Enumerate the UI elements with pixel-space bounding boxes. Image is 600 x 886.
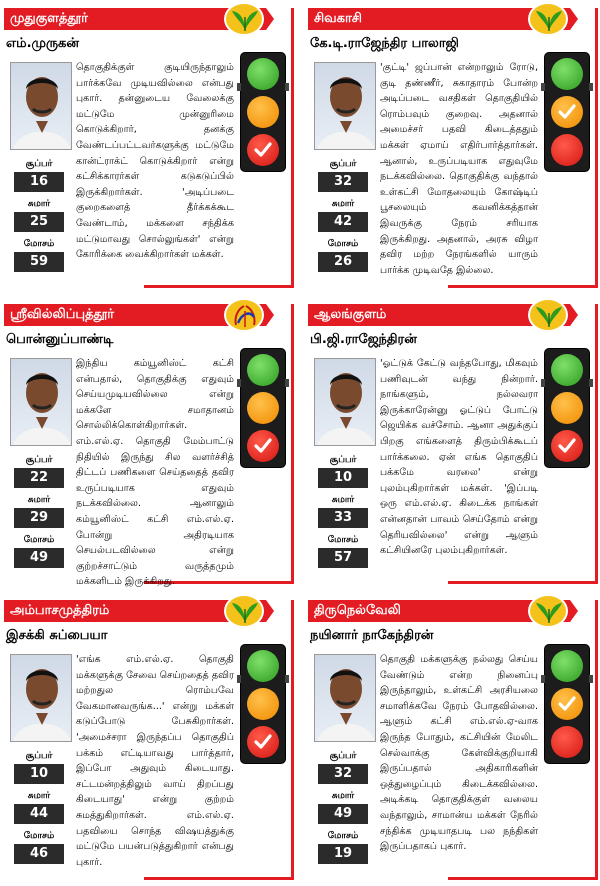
super-label: சூப்பர் xyxy=(329,455,357,465)
average-value: 49 xyxy=(318,804,368,824)
constituency-card xyxy=(308,298,598,588)
super-label: சூப்பர் xyxy=(25,455,53,465)
rating-stats xyxy=(310,454,376,574)
card-border xyxy=(291,8,294,288)
bad-value: 57 xyxy=(318,548,368,568)
candidate-photo xyxy=(314,654,376,742)
bad-value: 49 xyxy=(14,548,64,568)
red-light xyxy=(551,726,583,758)
super-value: 10 xyxy=(14,764,64,784)
red-light xyxy=(247,134,279,166)
bad-label: மோசம் xyxy=(327,831,359,841)
card-border xyxy=(595,8,598,288)
bad-label: மோசம் xyxy=(327,535,359,545)
rating-stats xyxy=(6,158,72,278)
checkmark-icon xyxy=(253,732,273,756)
review-text: 'குட்டி' ஜப்பான் என்றாலும் ரோடு, குடி தண்ணீர், சுகாதாரம் போன்ற அடிப்படை வசதிகள் தொகுதியில் ரொம்பவும் குறைவு. அதனால் அமைச்சர் பதவி கிடைத்ததும் மக்கள் ஏமாய் எதிர்பார்த்தார்கள். ஆனால், உருப்படியாக எதுவுமே நடக்கவில்லை. தொகுதிக்கு வந்தால் உள்கட்சி மோதலையும் கோஷ்டிப் பூசலையும் கவனிக்கத்தான் இவருக்கு நேரம் சரியாக இருக்கிறது. அதனால், அரசு விழா தவிர மற்ற நேரங்களில் யாரும் பார்க்க முடிவதே இல்லை. xyxy=(380,62,538,276)
two-leaves-icon xyxy=(224,594,264,628)
candidate-photo xyxy=(10,62,72,150)
rating-stats xyxy=(310,750,376,870)
green-light xyxy=(247,650,279,682)
orange-light xyxy=(247,96,279,128)
green-light xyxy=(551,354,583,386)
candidate-photo xyxy=(314,62,376,150)
checkmark-icon xyxy=(253,140,273,164)
constituency-card xyxy=(308,594,598,884)
green-light xyxy=(247,354,279,386)
card-border xyxy=(144,285,294,288)
average-value: 25 xyxy=(14,212,64,232)
candidate-photo xyxy=(10,654,72,742)
traffic-light-icon xyxy=(240,348,286,468)
card-border xyxy=(448,877,598,880)
card-border xyxy=(595,600,598,880)
ears-sickle-icon xyxy=(224,298,264,332)
constituency-banner: ஆலங்குளம் xyxy=(308,304,570,326)
bad-label: மோசம் xyxy=(23,239,55,249)
traffic-light-icon xyxy=(544,348,590,468)
checkmark-icon xyxy=(557,102,577,126)
traffic-light-icon xyxy=(544,52,590,172)
red-light xyxy=(551,134,583,166)
super-value: 10 xyxy=(318,468,368,488)
constituency-banner: முதுகுளத்தூர் xyxy=(4,8,266,30)
constituency-banner: ஸ்ரீவில்லிப்புத்தூர் xyxy=(4,304,266,326)
card-border xyxy=(448,581,598,584)
candidate-name: நயினார் நாகேந்திரன் xyxy=(310,628,434,643)
candidate-photo xyxy=(10,358,72,446)
card-border xyxy=(291,304,294,584)
constituency-banner: சிவகாசி xyxy=(308,8,570,30)
red-light xyxy=(551,430,583,462)
average-label: சுமார் xyxy=(331,495,355,505)
review-text: தொகுதிக்குள் குடியிருந்தாலும் பார்க்கவே முடியவில்லை என்பது புகார். தன்னுடைய வேலைக்கு மட்டுமே முன்னுரிமை கொடுக்கிறார், தனக்கு வேண்டப்பட்டவர்களுக்கு மட்டுமே கான்ட்ராக்ட் கொடுக்கிறார் என்று கட்சிக்காரர்கள் கடுகடுப்பில் இருக்கிறார்கள். 'அடிப்படை குறைகளைத் தீர்க்கக்கூட வேண்டாம், மக்களை சந்திக்க மட்டுமாவது சொல்லுங்கள்' என்று கோரிக்கை வைக்கிறார்கள் மக்கள். xyxy=(76,62,234,261)
constituency-card xyxy=(4,2,294,292)
candidate-name: கே.டி.ராஜேந்திர பாலாஜி xyxy=(310,36,459,51)
candidate-name: எம்.முருகன் xyxy=(6,36,79,51)
rating-stats xyxy=(310,158,376,278)
bad-value: 26 xyxy=(318,252,368,272)
card-border xyxy=(291,600,294,880)
average-label: சுமார் xyxy=(27,791,51,801)
green-light xyxy=(551,58,583,90)
red-light xyxy=(247,430,279,462)
rating-stats xyxy=(6,454,72,574)
traffic-light-icon xyxy=(240,644,286,764)
average-value: 33 xyxy=(318,508,368,528)
review-text: இந்திய கம்யூனிஸ்ட் கட்சி என்பதால், தொகுதிக்கு எதுவும் செய்யமுடியவில்லை என்று மக்களே சமாதானம் சொல்லிக்கொள்கிறார்கள். எம்.எல்.ஏ. தொகுதி மேம்பாட்டு நிதியில் இருந்து சில வளர்ச்சித் திட்டப் பணிகளை செய்ததைத் தவிர உருப்படியாக எதுவும் நடக்கவில்லை. ஆனாலும் கம்யூனிஸ்ட் கட்சி எம்.எல்.ஏ. போன்று அதிரடியாக செயல்படவில்லை என்று குற்றச்சாட்டும் வருத்தமும் மக்களிடம் இருக்கிறது. xyxy=(76,358,234,588)
average-value: 44 xyxy=(14,804,64,824)
traffic-light-icon xyxy=(240,52,286,172)
constituency-card xyxy=(4,298,294,588)
two-leaves-icon xyxy=(528,594,568,628)
orange-light xyxy=(247,688,279,720)
bad-value: 59 xyxy=(14,252,64,272)
average-value: 42 xyxy=(318,212,368,232)
traffic-light-icon xyxy=(544,644,590,764)
orange-light xyxy=(247,392,279,424)
checkmark-icon xyxy=(557,694,577,718)
orange-light xyxy=(551,96,583,128)
super-value: 22 xyxy=(14,468,64,488)
card-border xyxy=(448,285,598,288)
bad-value: 19 xyxy=(318,844,368,864)
super-value: 16 xyxy=(14,172,64,192)
bad-label: மோசம் xyxy=(23,535,55,545)
card-border xyxy=(595,304,598,584)
bad-label: மோசம் xyxy=(327,239,359,249)
checkmark-icon xyxy=(557,436,577,460)
constituency-banner: அம்பாசமுத்திரம் xyxy=(4,600,266,622)
constituency-card xyxy=(4,594,294,884)
red-light xyxy=(247,726,279,758)
constituency-card xyxy=(308,2,598,292)
green-light xyxy=(247,58,279,90)
card-border xyxy=(144,877,294,880)
candidate-name: இசக்கி சுப்பையா xyxy=(6,628,108,643)
super-label: சூப்பர் xyxy=(25,159,53,169)
review-text: 'ஓட்டுக் கேட்டு வந்தபோது, மிகவும் பணிவுடன் வந்து நின்றார். நாங்களும், நல்லவரா இருக்காரேன்னு ஓட்டுப் போட்டு ஜெயிக்க வச்சோம். ஆனா அதுக்குப் பிறகு எங்களைத் திரும்பிக்கூடப் பார்க்கலை. ஏன் எங்க தொகுதிப் பக்கமே வரலை' என்று புலம்புகிறார்கள் மக்கள். 'இப்படி ஒரு எம்.எல்.ஏ. கிடைக்க நாங்கள் என்னதான் பாவம் செய்தோம் என்று தெரியவில்லை' என்று ஆளும் கட்சியினரே புலம்புகிறார்கள். xyxy=(380,358,538,557)
super-value: 32 xyxy=(318,764,368,784)
candidate-name: பொன்னுப்பாண்டி xyxy=(6,332,114,347)
two-leaves-icon xyxy=(528,2,568,36)
review-text: 'எங்க எம்.எல்.ஏ. தொகுதி மக்களுக்கு சேவை செய்றதைத் தவிர மற்றதுல ரொம்பவே வேகமானவருங்க...' என்று மக்கள் கடுப்போடு பேசுகிறார்கள். 'அமைச்சரா இருந்தப்ப தொகுதிப் பக்கம் எட்டியாவது பார்த்தார், இப்போ அதுவும் கிடையாது. சட்டமன்றத்திலும் வாய் திறப்பது கிடையாது' என்று குற்றம் சுமத்துகிறார்கள். எம்.எல்.ஏ. பதவியை சொந்த விஷயத்துக்கு மட்டுமே பயன்படுத்துகிறார் என்பது புகார். xyxy=(76,654,234,868)
super-label: சூப்பர் xyxy=(329,751,357,761)
checkmark-icon xyxy=(253,436,273,460)
bad-label: மோசம் xyxy=(23,831,55,841)
super-label: சூப்பர் xyxy=(329,159,357,169)
orange-light xyxy=(551,688,583,720)
two-leaves-icon xyxy=(224,2,264,36)
bad-value: 46 xyxy=(14,844,64,864)
average-label: சுமார் xyxy=(27,495,51,505)
average-label: சுமார் xyxy=(331,791,355,801)
rating-stats xyxy=(6,750,72,870)
two-leaves-icon xyxy=(528,298,568,332)
super-label: சூப்பர் xyxy=(25,751,53,761)
average-label: சுமார் xyxy=(331,199,355,209)
orange-light xyxy=(551,392,583,424)
review-text: தொகுதி மக்களுக்கு நல்லது செய்ய வேண்டும் என்ற நினைப்பு இருந்தாலும், உள்கட்சி அரசியலை சமாளிக்கவே நேரம் போதவில்லை. ஆளும் கட்சி எம்.எல்.ஏ-வாக இருந்த போதும், கட்சியின் மேலிட செல்வாக்கு கேள்விக்குறியாகி இருப்பதால் அதிகாரிகளின் ஒத்துழைப்பும் கிடைக்கவில்லை. அடிக்கடி தொகுதிக்குள் வலைய வந்தாலும், சாமான்ய மக்கள் நேரில் சந்திக்க முடியாதபடி பல நந்திகள் இருப்பதாகப் புகார். xyxy=(380,654,538,853)
average-value: 29 xyxy=(14,508,64,528)
average-label: சுமார் xyxy=(27,199,51,209)
candidate-photo xyxy=(314,358,376,446)
candidate-name: பி.ஜி.ராஜேந்திரன் xyxy=(310,332,417,347)
constituency-banner: திருநெல்வேலி xyxy=(308,600,570,622)
green-light xyxy=(551,650,583,682)
super-value: 32 xyxy=(318,172,368,192)
